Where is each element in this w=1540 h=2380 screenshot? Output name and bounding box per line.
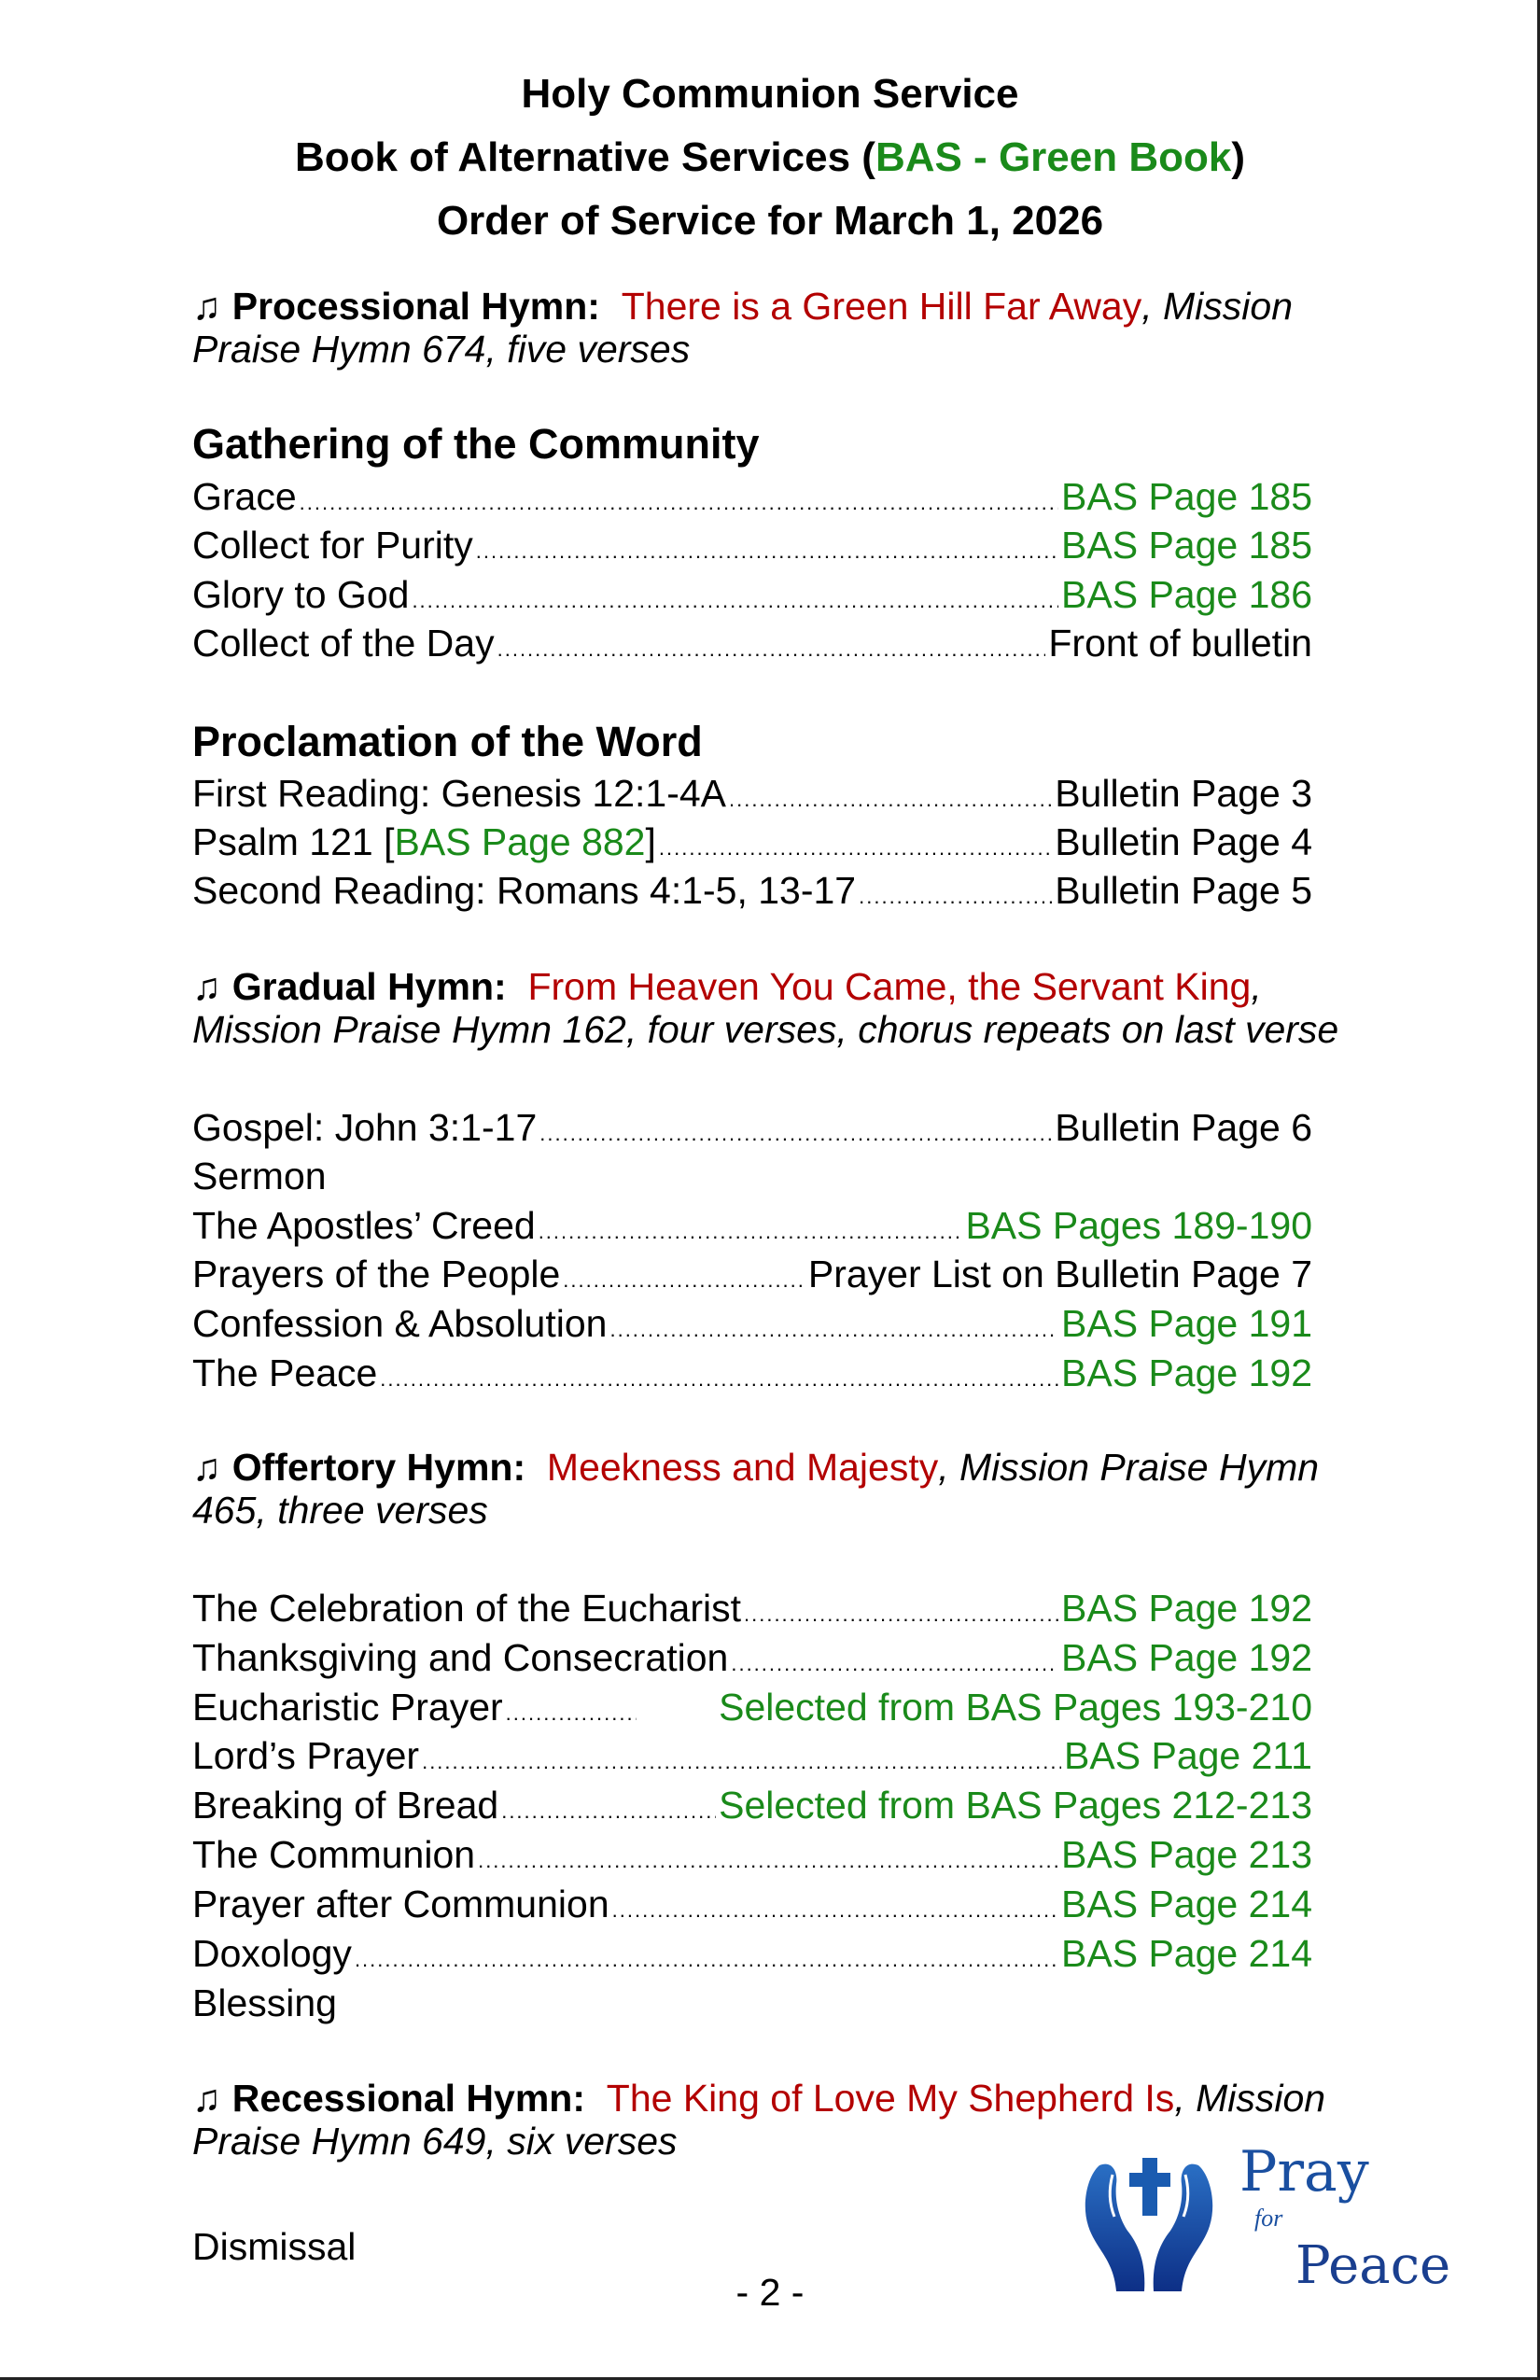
item-name: Second Reading: Romans 4:1-5, 13-17	[192, 869, 857, 912]
offertory-hymn-continued: 465, three verses	[192, 1489, 488, 1532]
order-row	[192, 1349, 1312, 1397]
item-reference: Bulletin Page 6	[1055, 1106, 1312, 1149]
dot-leader	[476, 527, 1058, 569]
dot-leader	[563, 1256, 805, 1298]
processional-hymn	[192, 285, 1293, 328]
item-reference: BAS Page 214	[1061, 1883, 1312, 1925]
hymn-details: , Mission	[1141, 285, 1294, 328]
hymn-label: Gradual Hymn:	[231, 965, 507, 1008]
gradual-hymn	[192, 965, 1262, 1008]
item-name	[192, 818, 656, 866]
music-note-icon: ♫	[192, 285, 221, 328]
item-name: Collect for Purity	[192, 524, 473, 567]
item-reference: BAS Page 185	[1061, 475, 1312, 518]
recessional-hymn-continued: Praise Hymn 649, six verses	[192, 2120, 678, 2163]
logo-word-peace: Peace	[1295, 2235, 1451, 2296]
dot-leader	[478, 1837, 1058, 1879]
psalm-bracket: ]	[645, 820, 656, 863]
praying-hands-cross-icon	[1071, 2137, 1230, 2301]
item-reference: Bulletin Page 3	[1055, 772, 1312, 815]
item-reference: BAS Page 211	[1064, 1734, 1312, 1777]
hymn-label: Offertory Hymn:	[231, 1446, 526, 1489]
book-subtitle	[0, 126, 1540, 189]
hymn-title: The King of Love My Shepherd Is	[606, 2077, 1175, 2120]
item-reference: Bulletin Page 5	[1055, 869, 1312, 912]
green-book-label: BAS - Green Book	[875, 134, 1232, 180]
logo-word-for: for	[1254, 2205, 1283, 2232]
order-row	[192, 1299, 1312, 1348]
order-row	[192, 1201, 1312, 1250]
item-reference: BAS Page 192	[1061, 1587, 1312, 1630]
item-name: Prayers of the People	[192, 1253, 561, 1295]
dot-leader	[744, 1590, 1058, 1632]
section-heading-proclamation: Proclamation of the Word	[192, 718, 703, 765]
item-reference: BAS Page 191	[1061, 1302, 1312, 1345]
logo-word-pray: Pray	[1239, 2139, 1369, 2205]
service-title: Holy Communion Service	[521, 71, 1019, 117]
item-name: The Apostles’ Creed	[192, 1204, 536, 1247]
music-note-icon: ♫	[192, 1446, 221, 1489]
item-reference: BAS Pages 189-190	[965, 1204, 1312, 1247]
pray-for-peace-logo	[1071, 2137, 1451, 2305]
dot-leader	[497, 625, 1046, 667]
item-reference: Selected from BAS Pages 212-213	[719, 1784, 1312, 1827]
order-row	[192, 1103, 1312, 1152]
order-row	[192, 1880, 1312, 1928]
dot-leader	[729, 776, 1052, 818]
psalm-name: Psalm 121 [	[192, 820, 395, 863]
order-row	[192, 769, 1312, 818]
order-row	[192, 1584, 1312, 1632]
order-row	[192, 1731, 1312, 1780]
gradual-hymn-continued: Mission Praise Hymn 162, four verses, chorus repeats on last verse	[192, 1008, 1339, 1051]
dot-leader	[355, 1936, 1058, 1978]
order-row	[192, 818, 1312, 866]
order-row	[192, 619, 1312, 667]
order-row	[192, 472, 1312, 521]
item-name: Prayer after Communion	[192, 1883, 609, 1925]
item-reference: BAS Page 214	[1061, 1932, 1312, 1975]
order-row	[192, 1929, 1312, 1978]
order-row	[192, 1683, 1312, 1731]
dot-leader	[506, 1689, 637, 1731]
order-row	[192, 570, 1312, 619]
dot-leader	[422, 1738, 1061, 1780]
item-name: The Peace	[192, 1351, 378, 1394]
item-name: Eucharistic Prayer	[192, 1686, 503, 1729]
hymn-details: , Mission	[1174, 2077, 1326, 2120]
item-reference: Front of bulletin	[1048, 622, 1312, 665]
psalm-bas-reference: BAS Page 882	[394, 820, 646, 863]
book-subtitle-suffix: )	[1231, 134, 1245, 180]
order-row	[192, 1781, 1312, 1829]
dot-leader	[412, 577, 1058, 619]
hymn-title: There is a Green Hill Far Away	[621, 285, 1142, 328]
item-name: Confession & Absolution	[192, 1302, 608, 1345]
item-reference: BAS Page 213	[1061, 1833, 1312, 1876]
item-reference: Bulletin Page 4	[1055, 820, 1312, 863]
item-name: Gospel: John 3:1-17	[192, 1106, 538, 1149]
dot-leader	[612, 1886, 1058, 1928]
item-reference: Selected from BAS Pages 193-210	[719, 1686, 1312, 1729]
item-name: Collect of the Day	[192, 622, 495, 665]
item-name: Breaking of Bread	[192, 1784, 499, 1827]
music-note-icon: ♫	[192, 2077, 221, 2120]
book-subtitle-prefix: Book of Alternative Services (	[295, 134, 875, 180]
dismissal-item: Dismissal	[192, 2225, 357, 2268]
item-name: Thanksgiving and Consecration	[192, 1636, 729, 1679]
hymn-title: Meekness and Majesty	[546, 1446, 939, 1489]
music-note-icon: ♫	[192, 965, 221, 1008]
dot-leader	[539, 1208, 963, 1250]
order-row	[192, 866, 1312, 915]
dot-leader	[609, 1306, 1058, 1348]
dot-leader	[731, 1640, 1058, 1682]
dot-leader	[380, 1355, 1058, 1397]
order-row	[192, 1633, 1312, 1682]
page-number: - 2 -	[735, 2271, 805, 2314]
item-name: Grace	[192, 475, 297, 518]
processional-hymn-continued: Praise Hymn 674, five verses	[192, 328, 691, 371]
hymn-details: ,	[1251, 965, 1262, 1008]
recessional-hymn	[192, 2077, 1325, 2120]
item-name: Glory to God	[192, 573, 410, 616]
order-row	[192, 1250, 1312, 1298]
dot-leader	[300, 479, 1058, 521]
service-date: Order of Service for March 1, 2026	[436, 198, 1104, 244]
item-name: The Communion	[192, 1833, 476, 1876]
dot-leader	[859, 873, 1052, 915]
item-reference: BAS Page 185	[1061, 524, 1312, 567]
dot-leader	[659, 824, 1052, 866]
blessing-item: Blessing	[192, 1981, 337, 2024]
item-name: First Reading: Genesis 12:1-4A	[192, 772, 726, 815]
sermon-item: Sermon	[192, 1155, 327, 1197]
offertory-hymn	[192, 1446, 1319, 1489]
item-name: The Celebration of the Eucharist	[192, 1587, 741, 1630]
item-reference: BAS Page 192	[1061, 1351, 1312, 1394]
hymn-label: Processional Hymn:	[231, 285, 600, 328]
order-row	[192, 1830, 1312, 1879]
section-heading-gathering: Gathering of the Community	[192, 420, 760, 468]
dot-leader	[539, 1110, 1052, 1152]
item-name: Doxology	[192, 1932, 352, 1975]
dot-leader	[501, 1787, 716, 1829]
hymn-label: Recessional Hymn:	[231, 2077, 585, 2120]
hymn-details: , Mission Praise Hymn	[938, 1446, 1320, 1489]
item-reference: BAS Page 186	[1061, 573, 1312, 616]
item-reference: BAS Page 192	[1061, 1636, 1312, 1679]
hymn-title: From Heaven You Came, the Servant King	[527, 965, 1252, 1008]
order-row	[192, 521, 1312, 569]
item-reference: Prayer List on Bulletin Page 7	[807, 1253, 1312, 1295]
item-name: Lord’s Prayer	[192, 1734, 420, 1777]
